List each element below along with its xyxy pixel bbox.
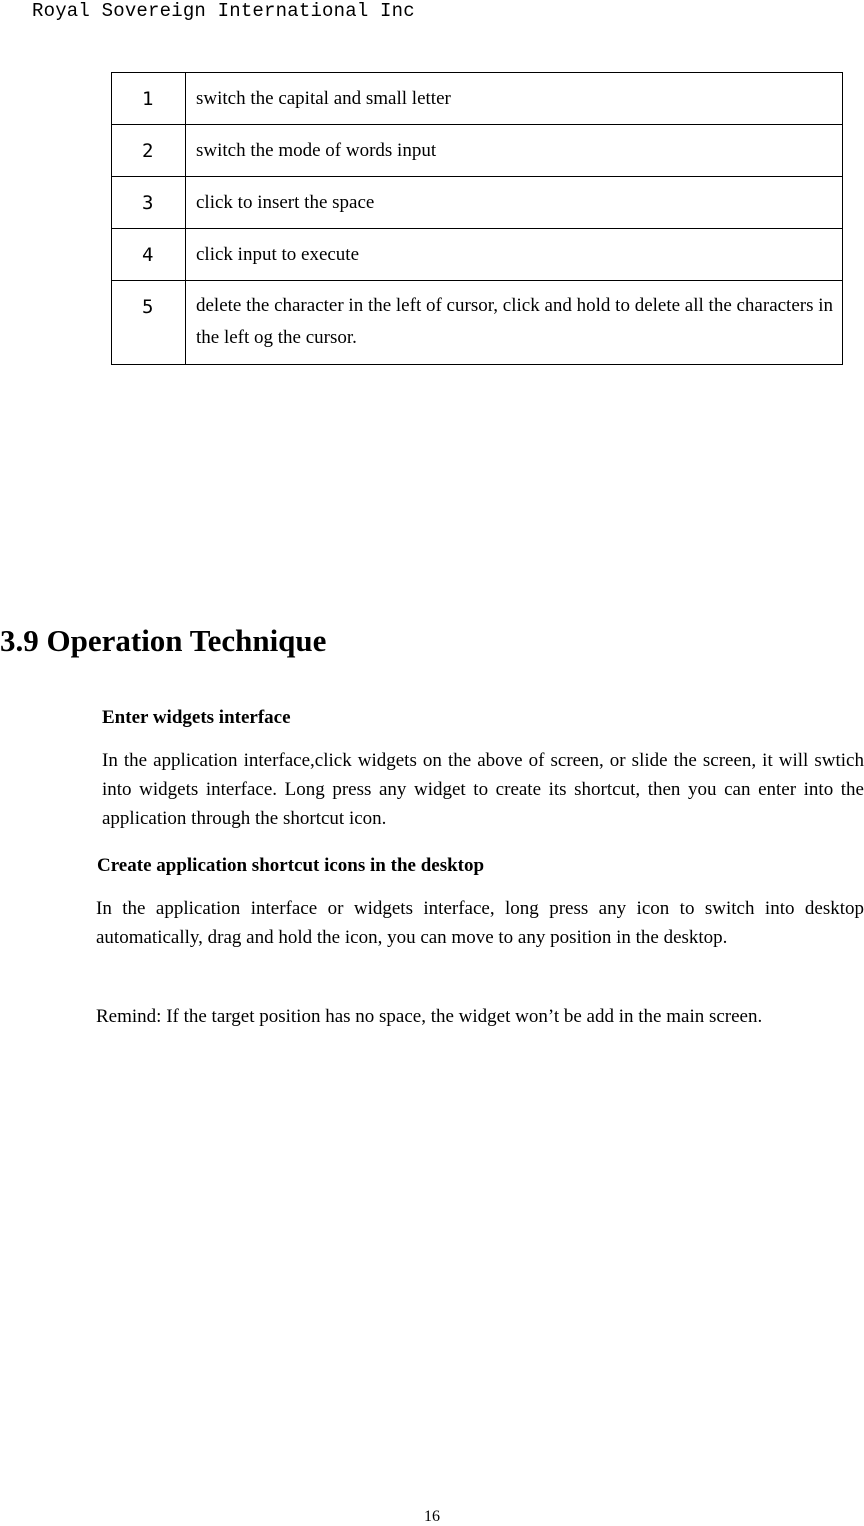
section-heading: 3.9 Operation Technique [0, 623, 327, 658]
key-description: delete the character in the left of cursor, click and hold to delete all the characters in the left og the cursor. [186, 281, 843, 365]
key-description: switch the mode of words input [186, 125, 843, 177]
table-row [112, 177, 843, 229]
key-number: 2 [112, 125, 186, 177]
key-number: 4 [112, 229, 186, 281]
table-row [112, 125, 843, 177]
key-number: 3 [112, 177, 186, 229]
key-number: 5 [112, 281, 186, 365]
key-number: 1 [112, 73, 186, 125]
shortcut-paragraph: In the application interface or widgets interface, long press any icon to switch into desktop automatically, drag and hold the icon, you can move to any position in the desktop. [96, 898, 864, 948]
widgets-subheading: Enter widgets interface [102, 707, 291, 728]
running-header: Royal Sovereign International Inc [32, 0, 415, 22]
table-row [112, 281, 843, 365]
page-number: 16 [424, 1508, 440, 1525]
shortcut-subheading: Create application shortcut icons in the desktop [97, 855, 485, 876]
key-description: switch the capital and small letter [186, 73, 843, 125]
table-row [112, 73, 843, 125]
widgets-paragraph: In the application interface,click widgets on the above of screen, or slide the screen, it will swtich into widgets interface. Long press any widget to create its shortcut, then you can enter into the application through the shortcut icon. [102, 750, 864, 829]
key-description: click input to execute [186, 229, 843, 281]
table-row [112, 229, 843, 281]
key-function-table [111, 72, 843, 365]
key-description: click to insert the space [186, 177, 843, 229]
remind-paragraph: Remind: If the target position has no space, the widget won’t be add in the main screen. [96, 1006, 763, 1027]
